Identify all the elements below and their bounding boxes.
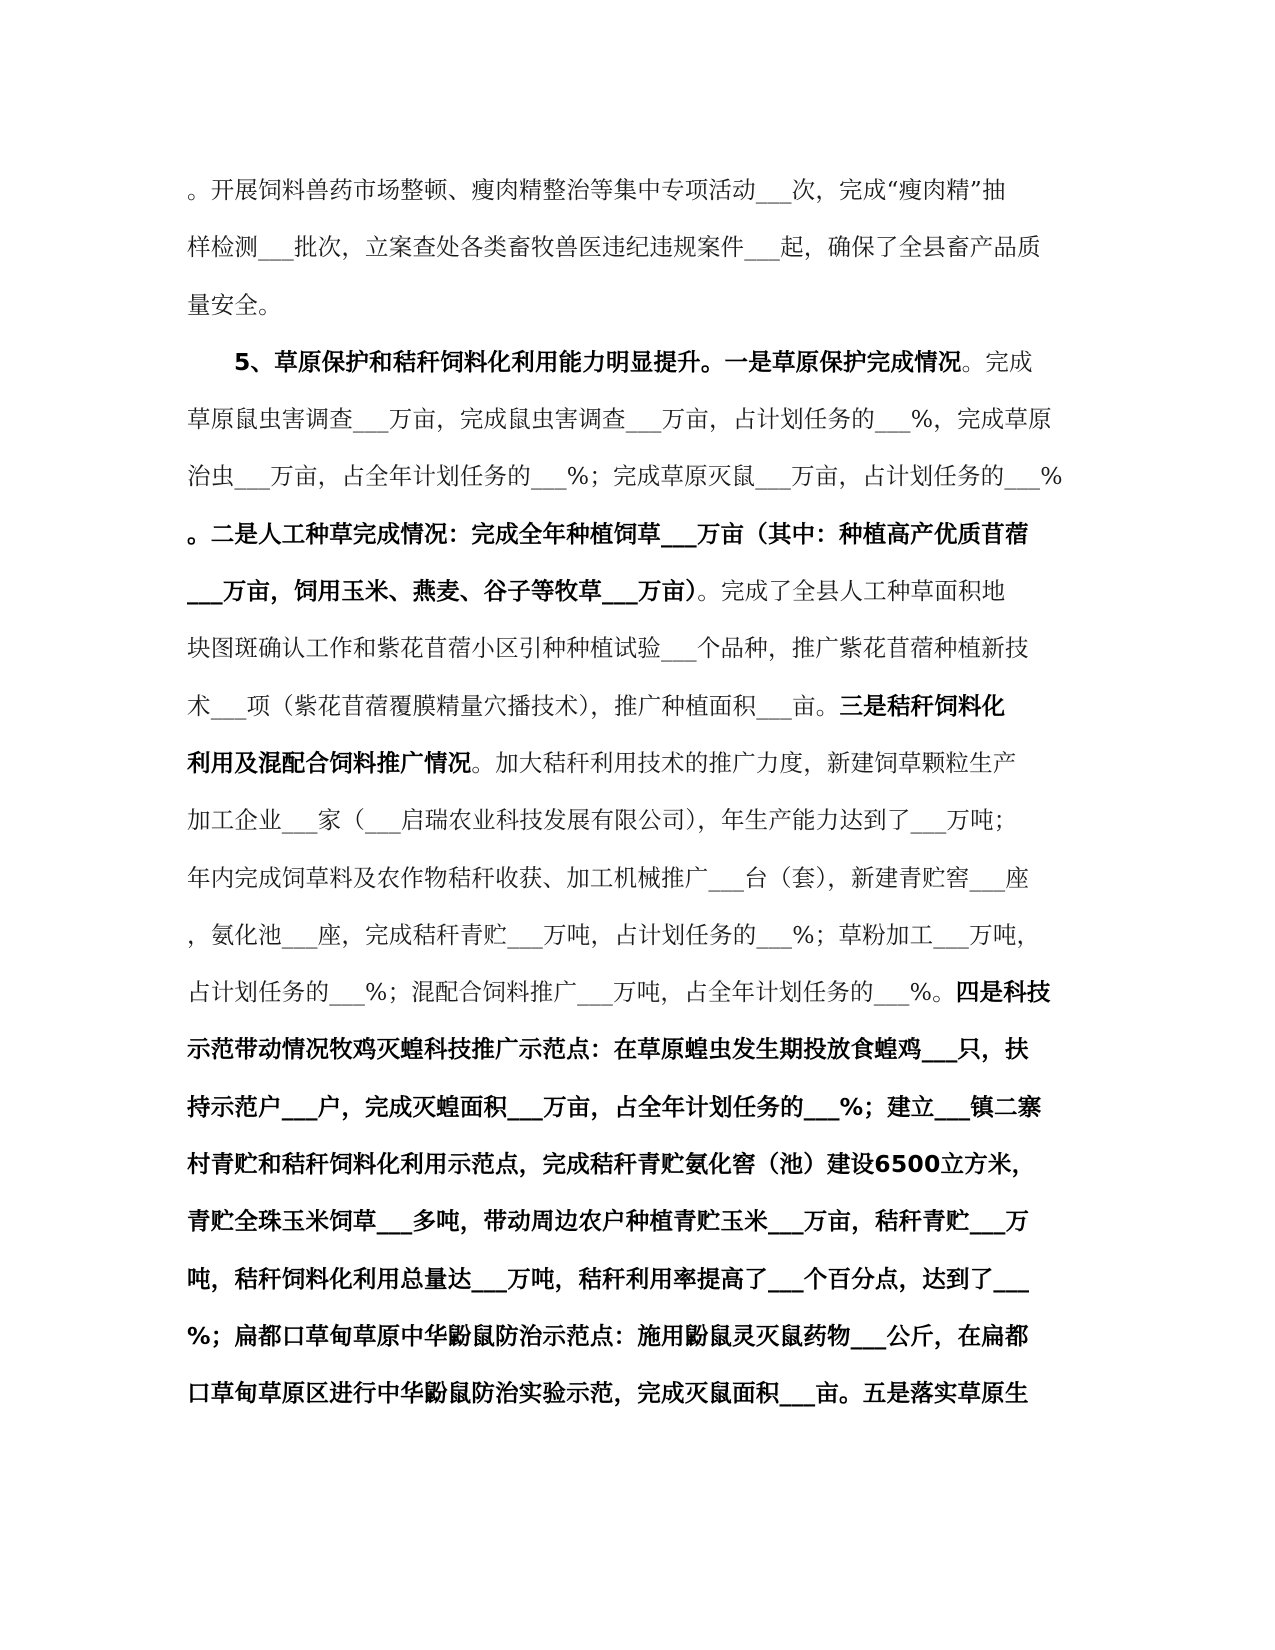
text-segment: 年内完成饲草料及农作物秸秆收获、加工机械推广___台（套），新建青贮窖___座 <box>187 863 1030 892</box>
text-line <box>187 907 1087 964</box>
bold-text-segment: 利用及混配合饲料推广情况 <box>187 748 472 777</box>
text-line <box>187 334 1087 391</box>
bold-text-segment: 三是秸秆饲料化 <box>839 691 1006 720</box>
text-line <box>187 448 1087 505</box>
text-segment: 。加大秸秆利用技术的推广力度，新建饲草颗粒生产 <box>471 748 1017 777</box>
text-segment: 术___项（紫花苜蓿覆膜精量穴播技术），推广种植面积___亩。 <box>187 691 840 720</box>
text-line <box>187 1251 1087 1308</box>
bold-text-segment: 村青贮和秸秆饲料化利用示范点，完成秸秆青贮氨化窖（池）建设6500立方米， <box>187 1150 1036 1179</box>
bold-text-segment: 青贮全珠玉米饲草___多吨，带动周边农户种植青贮玉米___万亩，秸秆青贮___万 <box>187 1207 1030 1236</box>
text-line <box>187 850 1087 907</box>
text-segment: 块图斑确认工作和紫花苜蓿小区引种种植试验___个品种，推广紫花苜蓿种植新技 <box>187 634 1029 663</box>
text-segment: 。完成了全县人工种草面积地 <box>697 577 1006 606</box>
text-segment: 。开展饲料兽药市场整顿、瘦肉精整治等集中专项活动___次，完成“瘦肉精”抽 <box>187 176 1006 204</box>
text-line <box>187 1193 1087 1250</box>
text-segment: 量安全。 <box>187 290 282 319</box>
text-segment: 加工企业___家（___启瑞农业科技发展有限公司），年生产能力达到了___万吨； <box>187 806 1018 835</box>
text-line <box>187 219 1087 276</box>
text-segment: 草原鼠虫害调查___万亩，完成鼠虫害调查___万亩，占计划任务的___%，完成草原 <box>187 405 1052 434</box>
text-line <box>187 1079 1087 1136</box>
text-line <box>187 277 1087 334</box>
text-line <box>187 735 1087 792</box>
text-line <box>187 506 1087 563</box>
text-segment: 治虫___万亩，占全年计划任务的___%；完成草原灭鼠___万亩，占计划任务的___% <box>187 462 1063 491</box>
bold-text-segment: 。二是人工种草完成情况：完成全年种植饲草___万亩（其中：种植高产优质苜蓿 <box>187 519 1029 548</box>
text-line <box>187 563 1087 620</box>
bold-text-segment: 持示范户___户，完成灭蝗面积___万亩，占全年计划任务的___%；建立___镇二寨 <box>187 1092 1042 1121</box>
text-line <box>187 792 1087 849</box>
bold-text-segment: 示范带动情况牧鸡灭蝗科技推广示范点：在草原蝗虫发生期投放食蝗鸡___只，扶 <box>187 1035 1029 1064</box>
text-segment: 。完成 <box>961 347 1033 376</box>
text-line <box>187 162 1087 219</box>
bold-text-segment: 四是科技 <box>955 978 1051 1007</box>
text-line <box>187 391 1087 448</box>
text-line <box>187 1308 1087 1365</box>
text-line <box>187 620 1087 677</box>
bold-text-segment: ___万亩，饲用玉米、燕麦、谷子等牧草___万亩） <box>187 577 698 606</box>
text-line <box>187 678 1087 735</box>
text-line <box>187 1021 1087 1078</box>
text-segment: 样检测___批次，立案查处各类畜牧兽医违纪违规案件___起，确保了全县畜产品质 <box>187 233 1041 262</box>
text-line <box>187 964 1087 1021</box>
text-segment: 占计划任务的___%；混配合饲料推广___万吨，占全年计划任务的___%。 <box>187 978 956 1007</box>
text-line <box>187 1365 1087 1422</box>
bold-text-segment: 吨，秸秆饲料化利用总量达___万吨，秸秆利用率提高了___个百分点，达到了___ <box>187 1264 1030 1293</box>
bold-text-segment: %；扁都口草甸草原中华鼢鼠防治示范点：施用鼢鼠灵灭鼠药物___公斤，在扁都 <box>187 1321 1029 1350</box>
text-line <box>187 1136 1087 1193</box>
bold-text-segment: 5、草原保护和秸秆饲料化利用能力明显提升。一是草原保护完成情况 <box>234 347 962 376</box>
document-body <box>187 162 1087 1423</box>
text-segment: ，氨化池___座，完成秸秆青贮___万吨，占计划任务的___%；草粉加工___万吨， <box>187 920 1041 949</box>
bold-text-segment: 口草甸草原区进行中华鼢鼠防治实验示范，完成灭鼠面积___亩。五是落实草原生 <box>187 1379 1029 1408</box>
